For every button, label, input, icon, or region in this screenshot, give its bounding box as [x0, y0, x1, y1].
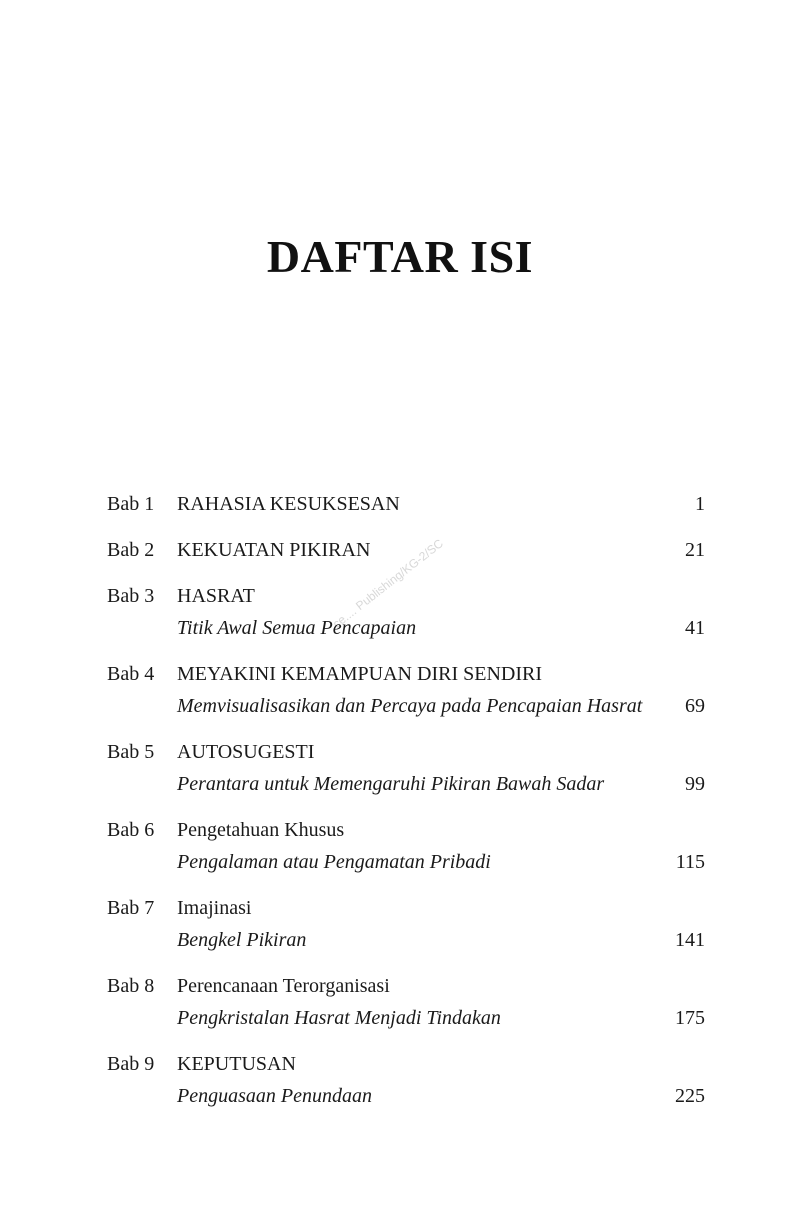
- page-number: 99: [685, 773, 705, 795]
- toc-subtitle-line: [107, 924, 705, 956]
- chapter-title: Imajinasi: [177, 897, 252, 919]
- page-number: 141: [675, 929, 705, 951]
- toc-entry[interactable]: [107, 736, 705, 800]
- toc-entry[interactable]: [107, 970, 705, 1034]
- chapter-title: KEPUTUSAN: [177, 1053, 296, 1075]
- toc-subtitle-line: [107, 690, 705, 722]
- table-of-contents: [107, 488, 705, 1126]
- page-number: 41: [685, 617, 705, 639]
- toc-entry[interactable]: [107, 892, 705, 956]
- page-number: 69: [685, 695, 705, 717]
- chapter-number: Bab 8: [107, 975, 155, 997]
- toc-subtitle-line: [107, 768, 705, 800]
- page-number: 21: [685, 539, 705, 561]
- toc-heading-line: [107, 970, 705, 1002]
- toc-subtitle-line: [107, 846, 705, 878]
- chapter-title: RAHASIA KESUKSESAN: [177, 493, 400, 515]
- page-title: DAFTAR ISI: [266, 231, 534, 282]
- toc-heading-line: [107, 814, 705, 846]
- toc-heading-line: [107, 892, 705, 924]
- chapter-number: Bab 6: [107, 819, 155, 841]
- chapter-subtitle: Pengalaman atau Pengamatan Pribadi: [177, 851, 491, 873]
- toc-entry[interactable]: [107, 488, 705, 520]
- chapter-title: KEKUATAN PIKIRAN: [177, 539, 371, 561]
- toc-entry[interactable]: [107, 814, 705, 878]
- toc-entry[interactable]: [107, 534, 705, 566]
- chapter-number: Bab 1: [107, 493, 155, 515]
- toc-heading-line: [107, 580, 705, 612]
- toc-heading-line: [107, 488, 705, 520]
- toc-heading-line: [107, 658, 705, 690]
- chapter-number: Bab 9: [107, 1053, 155, 1075]
- toc-heading-line: [107, 1048, 705, 1080]
- chapter-number: Bab 5: [107, 741, 155, 763]
- chapter-title: Pengetahuan Khusus: [177, 819, 345, 841]
- toc-entry[interactable]: [107, 1048, 705, 1112]
- chapter-subtitle: Perantara untuk Memengaruhi Pikiran Bawah Sadar: [177, 773, 605, 795]
- toc-heading-line: [107, 736, 705, 768]
- toc-entry[interactable]: [107, 580, 705, 644]
- chapter-number: Bab 7: [107, 897, 155, 919]
- toc-subtitle-line: [107, 612, 705, 644]
- page-number: 1: [695, 493, 705, 515]
- page-number: 115: [675, 851, 705, 873]
- chapter-subtitle: Memvisualisasikan dan Percaya pada Pencapaian Hasrat: [177, 695, 643, 717]
- chapter-number: Bab 2: [107, 539, 155, 561]
- toc-entry[interactable]: [107, 658, 705, 722]
- chapter-subtitle: Pengkristalan Hasrat Menjadi Tindakan: [177, 1007, 501, 1029]
- chapter-subtitle: Titik Awal Semua Pencapaian: [177, 617, 417, 639]
- toc-subtitle-line: [107, 1002, 705, 1034]
- chapter-title: MEYAKINI KEMAMPUAN DIRI SENDIRI: [177, 663, 542, 685]
- chapter-number: Bab 3: [107, 585, 155, 607]
- page-number: 175: [675, 1007, 705, 1029]
- watermark: ce.... Publishing/KG-2/SC: [330, 536, 446, 632]
- chapter-subtitle: Penguasaan Penundaan: [177, 1085, 372, 1107]
- page-number: 225: [675, 1085, 705, 1107]
- toc-heading-line: [107, 534, 705, 566]
- toc-subtitle-line: [107, 1080, 705, 1112]
- chapter-title: Perencanaan Terorganisasi: [177, 975, 390, 997]
- chapter-title: HASRAT: [177, 585, 255, 607]
- chapter-number: Bab 4: [107, 663, 155, 685]
- chapter-subtitle: Bengkel Pikiran: [177, 929, 307, 951]
- chapter-title: AUTOSUGESTI: [177, 741, 315, 763]
